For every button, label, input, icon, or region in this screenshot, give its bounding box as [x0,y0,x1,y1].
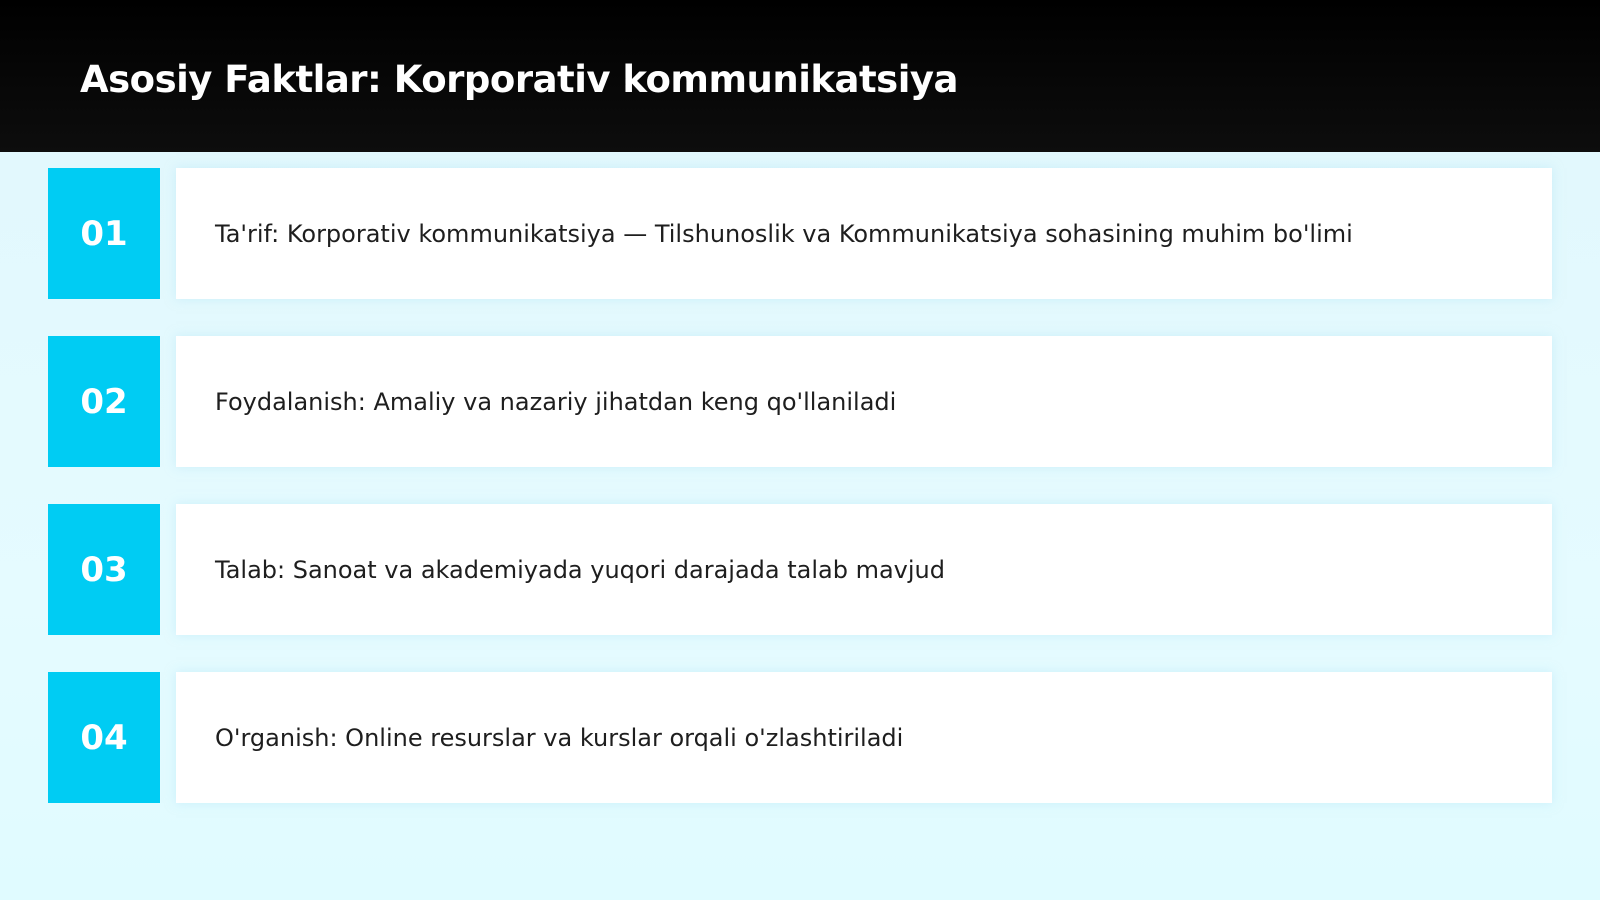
fact-item-1 [48,168,1552,299]
fact-number-badge [48,672,160,803]
fact-item-2 [48,336,1552,467]
fact-number-badge [48,336,160,467]
fact-number: 01 [80,213,128,254]
title-bar [0,0,1600,152]
fact-text: Talab: Sanoat va akademiyada yuqori darajada talab mavjud [215,555,945,584]
fact-card [176,672,1552,803]
fact-item-4 [48,672,1552,803]
fact-card [176,504,1552,635]
fact-number: 03 [80,549,128,590]
fact-text: Foydalanish: Amaliy va nazariy jihatdan keng qo'llaniladi [215,387,897,416]
fact-number-badge [48,504,160,635]
fact-item-3 [48,504,1552,635]
fact-text: O'rganish: Online resurslar va kurslar orqali o'zlashtiriladi [215,723,904,752]
fact-text: Ta'rif: Korporativ kommunikatsiya — Tilshunoslik va Kommunikatsiya sohasining muhim bo'limi [215,219,1353,248]
fact-number-badge [48,168,160,299]
slide-title: Asosiy Faktlar: Korporativ kommunikatsiya [80,58,958,101]
fact-card [176,336,1552,467]
fact-number: 04 [80,717,128,758]
fact-number: 02 [80,381,128,422]
fact-card [176,168,1552,299]
